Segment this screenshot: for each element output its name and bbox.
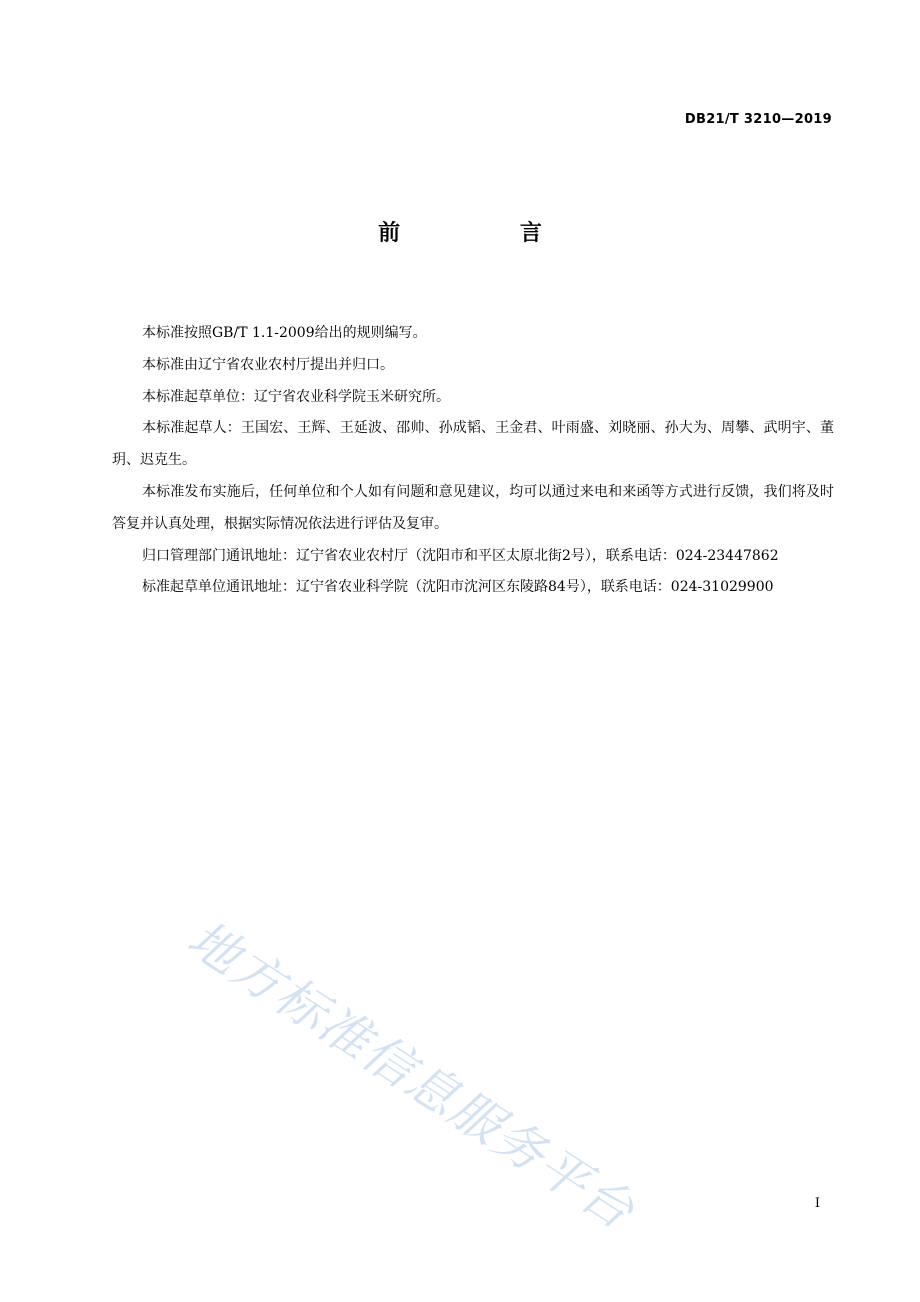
paragraph-drafting-unit-address: 标准起草单位通讯地址：辽宁省农业科学院（沈阳市沈河区东陵路84号），联系电话：024-31029900	[142, 579, 774, 596]
paragraph-drafters: 本标准起草人：王国宏、王辉、王延波、邵帅、孙成韬、王金君、叶雨盛、刘晓丽、孙大为、周攀、武明宇、董玥、迟克生。	[112, 420, 834, 469]
paragraph-drafting-rules: 本标准按照GB/T 1.1-2009给出的规则编写。	[142, 325, 427, 341]
paragraph-drafting-unit: 本标准起草单位：辽宁省农业科学院玉米研究所。	[142, 388, 450, 405]
paragraph-feedback: 本标准发布实施后，任何单位和个人如有问题和意见建议，均可以通过来电和来函等方式进行反馈，我们将及时答复并认真处理，根据实际情况依法进行评估及复审。	[112, 483, 834, 532]
document-code: DB21/T 3210—2019	[684, 112, 832, 127]
body-text	[112, 318, 834, 604]
paragraph-authority-address: 归口管理部门通讯地址：辽宁省农业农村厅（沈阳市和平区太原北街2号），联系电话：024-23447862	[142, 547, 779, 564]
section-title: 前 言	[378, 221, 598, 246]
watermark: 地方标准信息服务平台	[177, 909, 646, 1242]
paragraph-proposer: 本标准由辽宁省农业农村厅提出并归口。	[142, 356, 394, 373]
page-number: I	[814, 1196, 820, 1211]
